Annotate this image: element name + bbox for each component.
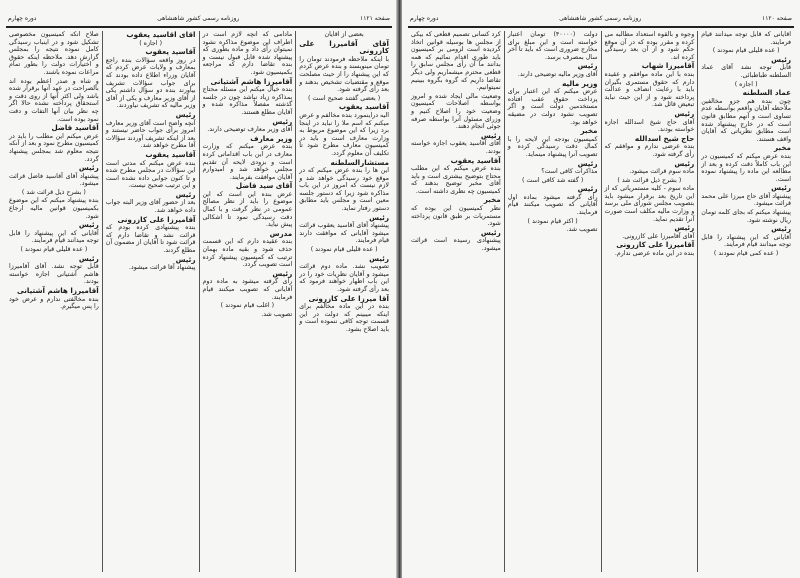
paragraph: وضعیت مالی ایجاد شده و امروز بواسطه اصلاحات کمیسیون وضعیت خود را اصلاح کنیم و وزرای مسئول آنرا بواسطه صرفه جوئی انجام دهند. — [411, 92, 501, 131]
paragraph: ماده سوم قرائت میشود. — [629, 168, 695, 176]
centered-note: ( بشرح ذیل قرائت شد ) — [617, 176, 682, 184]
speaker-heading: رئیس — [674, 108, 695, 118]
paragraph: رأی گرفته میشود به ماده دوم آقایانی که تصویب میکنند قیام فرمایند. — [202, 278, 293, 301]
paragraph: وجوه و بالقوه استعداد مطالبه می کرده و مقرر بوده که در آن موقع حکم شود و از آن بعد رسیدگی کرده اند. — [604, 31, 695, 61]
paragraph: آقایانی که این پیشنهاد را قابل توجه میدانند قیام فرمایند. — [701, 233, 791, 249]
paragraph: الیه دراینمورد بنده مخالفم و عرض میکنم که اسم ملا را نباید در اینجا برد زیرا که این موضوع مربوط به وزارت معارف است و باید در کمیسیون معارف مطرح شود تا تکلیف آن معلوم گردد. — [299, 111, 389, 157]
paragraph: چون بنده هم جزو مخالفین ملاحظه آقایان واقعم بواسطه عدم تساوی است و آنهم مطابق قانون است که در خارج پیشنهاد شده است مطابق نظریاتی که آقایان واقف هستند. — [701, 97, 791, 143]
speaker-heading: آقاسید یعقوب — [338, 102, 389, 112]
page-header — [410, 12, 792, 24]
text-columns — [6, 31, 392, 572]
paragraph: بنده عرض میکنم که کمیسیون در این باب کاملاً دقت کرده و بعد از مطالعه این ماده را پیشنهاد نموده است. — [701, 152, 791, 183]
paragraph: این ها را بنده عرض میکنم که در موقع خود رسیدگی خواهد شد و لازم نیست که امروز در این باب مذاکره شود زیرا که دستور جلسه معین است و مجلس باید مطابق دستور رفتار نماید. — [299, 167, 389, 213]
paragraph: نظر کمیسیون این بوده که مستمریات بر طبق قانون پرداخته شود. — [411, 205, 501, 228]
speaker-heading: رئیس — [175, 254, 196, 264]
centered-note: ( بشرح ذیل قرائت شد ) — [21, 188, 86, 196]
page-number: صفحه ۱۱۲۰ — [761, 14, 792, 22]
paragraph: پیشنهاد آقای آقاسید یعقوب قرائت میشود آقایانی که موافقت دارند قیام فرمایند. — [299, 222, 389, 245]
centered-note: ( عده قلیلی قیام نمودند ) — [20, 246, 88, 254]
speaker-heading: مخبر — [580, 126, 598, 136]
speaker-heading: رئیس — [771, 183, 791, 193]
paragraph: آقای وزیر مالیه توضیحی دارند. — [517, 70, 598, 78]
paragraph: و شاه و صدر اعظم بوده اند بالصراحت در عهد آنها برقرار شده باشد ولی اکثر آنها از روی دقت و استحقاق پرداخته نشده حالا اگر چه نظر بیان آنها التفات و دقت نمود بوده است. — [9, 77, 99, 123]
speaker-heading: وزیر معارف — [250, 133, 293, 143]
speaker-heading: مستشارالسلطنه — [330, 157, 389, 167]
paragraph: پیشنهاد میکنم که بجای کلمه تومان ریال نوشته شود. — [701, 209, 791, 224]
text-column — [102, 31, 199, 572]
period-label: دوره چهارم — [410, 14, 439, 22]
speaker-heading: رئیس — [272, 116, 293, 126]
text-column — [697, 31, 794, 572]
paragraph: بنده پیشنهاد میکنم که این موضوع بکمیسیون قوانین مالیه ارجاع شود. — [9, 197, 99, 220]
paragraph: کمیسیون بودجه این لایحه را با کمال دقت رسیدگی کرده و تصویب آنرا پیشنهاد مینماید. — [507, 135, 598, 158]
paragraph: بنده در این ماده عرضی ندارم. — [614, 250, 695, 258]
paragraph: پیشنهاد آقا قرائت میشود. — [128, 264, 196, 272]
paragraph: آقایانی که قابل توجه میدانند قیام فرمایند. — [701, 31, 791, 46]
text-column — [504, 31, 601, 572]
paragraph: مذاکرات کافی است؟ — [541, 168, 598, 176]
speaker-heading: رئیس — [771, 224, 791, 234]
paragraph: بنده خیال میکنم این مسئله محتاج بمذاکره زیاد نباشد چون در جلسه گذشته مفصلاً مذاکره شده و آقایان مطلع هستند. — [202, 86, 293, 116]
paragraph: عرض میکنم که این اعتبار برای پرداخت حقوق عقب افتاده مستخدمین دولت است و اگر تصویب نشود دولت در مضیقه خواهد بود. — [507, 88, 598, 126]
paragraph: آقای وزیر معارف توضیحی دارند. — [207, 126, 293, 134]
speaker-heading: وزیر مالیه — [562, 78, 598, 88]
paragraph: بنده عرضی ندارم و موافقم که رأی گرفته شود. — [604, 143, 695, 158]
paragraph: آنچه واضح است آقای وزیر معارف امروز برای جواب حاضر نیستند و بعد از اینکه تشریف آوردند سؤالات آقا مطرح خواهد شد. — [105, 119, 196, 150]
paragraph: بعد از حضور آقای وزیر البته جواب داده خواهد شد. — [105, 199, 196, 215]
text-column — [199, 31, 296, 572]
left-newspaper-page — [0, 0, 398, 578]
paragraph: بنده با این ماده موافقم و عقیده دارم که حقوق مستمری بگیران باید با رعایت انصاف و عدالت پرداخته شود و از این حیث نباید تبعیض قائل شد. — [604, 70, 695, 109]
speaker-heading: مدرس — [269, 228, 293, 238]
page-number: صفحه ۱۱۲۱ — [359, 14, 390, 22]
speaker-heading: آقا میرزا علی کازرونی — [308, 293, 389, 303]
centered-note: ( اجازه ) — [734, 80, 758, 88]
paragraph: عرض میکنم این مطلب را باید در کمیسیون مطرح نمود و بعد از آنکه نتیجه معلوم شد بمجلس پیشنهاد گردد. — [8, 132, 99, 163]
paragraph: آقای آقاسید یعقوب اجازه خواسته بودند. — [411, 140, 501, 155]
speaker-heading: آقای سید فاضل — [235, 181, 293, 191]
speaker-heading: رئیس — [369, 212, 389, 222]
paragraph: تصویب شد. — [261, 310, 293, 318]
text-column — [408, 31, 504, 572]
newspaper-title: روزنامه رسمی کشور شاهنشاهی — [157, 14, 240, 22]
period-label: دوره چهارم — [8, 14, 37, 22]
paragraph: آقای حاج شیخ اسدالله اجازه خواسته بودند. — [604, 118, 695, 134]
centered-note: ( عده کمی قیام نمودند ) — [713, 250, 779, 258]
paragraph: پیشنهاد آقای آقاسید فاضل قرائت میشود. — [9, 172, 99, 188]
paragraph: بنده عرض میکنم که وزارت معارف در این باب اقداماتی کرده است و بزودی لایحه آن تقدیم مجلس خواهد شد و امیدوارم آقایان موافقت بفرمایند. — [202, 143, 293, 181]
speaker-heading: رئیس — [771, 54, 791, 64]
centered-note: ( گفته شد کافی است ) — [521, 176, 584, 184]
speaker-heading: رئیس — [480, 227, 501, 237]
speaker-heading: آقای آقاسید یعقوب — [126, 31, 196, 39]
centered-note: ( اکثر قیام نمودند ) — [527, 217, 578, 225]
speaker-heading: آقاسید یعقوب — [145, 47, 196, 57]
speaker-heading: رئیس — [674, 223, 695, 233]
centered-note: ( بعضی گفتند صحیح است ) — [307, 94, 381, 102]
speaker-heading: آقامیرزا علی کازرونی — [117, 214, 196, 224]
paragraph: بنده مخالفتی ندارم و عرض خود را پس میگیرم. — [9, 295, 99, 311]
paragraph: ماده سوم - کلیه مستمریاتی که از این تاریخ بعد برقرار میشود باید بتصویب مجلس شورای ملی برسد و وزارت مالیه مکلف است صورت آنرا تقدیم نماید. — [604, 185, 695, 223]
centered-note: ( عده قلیلی قیام نمودند ) — [310, 246, 378, 254]
paragraph: تصویب نشد. ماده دوم قرائت میشود و آقایان نظریات خود را در این باب اظهار خواهند فرمود که بعد رأی گرفته شود. — [299, 263, 389, 293]
paragraph: مادامی که آنچه لازم است در اطراف این موضوع مذاکره نشود نمیتوان رأی داد و ماده بطوری که پیشنهاد شده قابل قبول نیست و بنده تقاضا دارم که مراجعه بکمیسیون شود. — [202, 31, 293, 76]
speaker-heading: آقامیرزا شهاب — [641, 61, 695, 71]
speaker-heading: آقامیرزا علی کازرونی — [616, 240, 695, 250]
speaker-heading: مخبر — [773, 143, 791, 153]
centered-note: ( عده قلیلی قیام نمودند ) — [712, 47, 780, 55]
speaker-heading: رئیس — [674, 158, 695, 168]
paragraph: بنده عرض میکنم که مدتی است این سؤالات در مجلس مطرح شده و تا کنون جوابی داده نشده است و این ترتیب صحیح نیست. — [105, 159, 196, 190]
speaker-heading: رئیس — [577, 184, 598, 194]
speaker-heading: رئیس — [78, 220, 99, 230]
speaker-heading: رئیس — [175, 189, 196, 199]
paragraph: تصویب شد. — [566, 226, 598, 234]
paragraph: صلاح آنکه کمیسیون مخصوصی تشکیل شود و در اینباب رسیدگی کامل نموده نتیجه را بمجلس گزارش دهد. ملاحظه اینکه حقوق و اختیارات دولت را بطور تمام مراعات نموده باشند. — [9, 31, 99, 76]
centered-note: ( اغلب قیام نمودند ) — [220, 302, 275, 310]
text-column — [601, 31, 698, 572]
centered-note: ( اجازه ) — [139, 39, 163, 47]
text-column — [6, 31, 102, 572]
speaker-heading: آقای آقامیرزا علی کازرونی — [299, 38, 389, 56]
text-columns — [408, 31, 794, 572]
paragraph: رأی گرفته میشود بماده اول آقایانی که تصویب میکنند قیام فرمایند. — [507, 193, 598, 217]
paragraph: عرض بنده این است که این موضوع را باید از نظر مصالح عمومی در نظر گرفت و با کمال دقت رسیدگی نمود تا اشکالی پیش نیاید. — [202, 190, 293, 229]
paragraph: آقایانی که این پیشنهاد را قابل توجه میدانند قیام فرمایند. — [9, 229, 99, 245]
paragraph: بنده عرض میکنم که این مطلب محتاج بتوضیح بیشتری است و باید آقای مخبر توضیح بدهند که کمیسیون چه نظری داشته است. — [411, 165, 501, 195]
speaker-heading: آقاسید فاضل — [51, 123, 99, 133]
paragraph: بنده پیشنهادی کرده بودم که قرائت نشد و تقاضا دارم که قرائت شود تا آقایان از مضمون آن مطلع گردند. — [105, 224, 196, 255]
speaker-heading: آقامیرزا هاشم آشتیانی — [210, 76, 293, 86]
paragraph: دولت (۴۰۰۰۰) تومان اعتبار خواسته است و این مبلغ برای مخارج ضروری است که باید تا آخر سال بمصرف برسد. — [507, 31, 598, 61]
text-column — [295, 31, 392, 572]
paragraph: آقای آقامیرزا علی کازرونی. — [622, 232, 695, 240]
speaker-heading: رئیس — [272, 268, 293, 278]
speaker-heading: آقامیرزا هاشم آشتیانی — [16, 286, 99, 295]
speaker-heading: آقاسید یعقوب — [450, 155, 501, 165]
speaker-heading: رئیس — [175, 109, 196, 119]
paragraph: با اینکه ملاحظه فرمودند تومان را تومان مینویسند و بنده عرض کردم که این پیشنهاد را از حیث مصلحت موقع و مقتضیات تشخیص بدهند و بعد رأی گرفته شود. — [299, 55, 389, 94]
speaker-heading: رئیس — [78, 163, 99, 173]
paragraph: قابل توجه نشد آقای عماد السلطنه طباطبائی. — [701, 64, 791, 79]
speaker-heading: رئیس — [369, 253, 389, 263]
paragraph: پیشنهادی رسیده است قرائت میشود. — [411, 237, 501, 253]
paragraph: بنده عقیده دارم که این قسمت حذف شود و بقیه ماده بهمان ترتیب که کمیسیون پیشنهاد کرده است تصویب گردد. — [202, 238, 293, 269]
speaker-heading: عماد السلطنه — [742, 88, 791, 98]
speaker-heading: رئیس — [577, 61, 598, 71]
newspaper-title: روزنامه رسمی کشور شاهنشاهی — [559, 14, 642, 22]
speaker-heading: رئیس — [480, 130, 501, 140]
paragraph: بنده در این ماده مخالفم برای اینکه میبینم که دولت در این قسمت توجه کافی ننموده است و باید اصلاح بشود. — [299, 303, 389, 333]
header-rule — [408, 26, 794, 28]
paragraph: در روز واقعه سؤالات بنده راجع بمعارف و ولایات عرض کردم که آقایان وزراء اطلاع داده بودند که برای جواب سؤالات تشریف بیاورند بنده دو سؤال داشتم یکی از آقای وزیر معارف و یکی از آقای وزیر مالیه که تشریف نیاوردند. — [105, 56, 196, 110]
centered-note: بعضی از آقایان — [324, 31, 364, 38]
page-header — [8, 12, 390, 24]
speaker-heading: رئیس — [78, 253, 99, 263]
paragraph: کرد کسانی تصمیم قطعی که بیکی از مجلس ها بوسیله قوانین اتخاذ گردیده است لزومی بر کمیسیون باید طوری اقدام نمائیم که همه بدانند ما آن رأی مجلس سابق را قطعی محترم میشماریم ولی دیگر تقاضا داریم که گروه بگروه ببینیم نمیتوانیم. — [411, 31, 501, 92]
header-rule — [6, 26, 392, 28]
paragraph: قابل توجه نشد. آقای آقامیرزا هاشم آشتیانی اجازه خواسته بودند. — [9, 263, 99, 286]
speaker-heading: مخبر — [483, 195, 501, 205]
speaker-heading: رئیس — [577, 158, 598, 168]
speaker-heading: حاج شیخ اسدالله — [634, 133, 695, 143]
paragraph: پیشنهاد آقای حاج میرزا علی محمد قرائت میشود. — [701, 192, 791, 208]
right-newspaper-page — [402, 0, 800, 578]
speaker-heading: آقاسید یعقوب — [145, 149, 196, 159]
